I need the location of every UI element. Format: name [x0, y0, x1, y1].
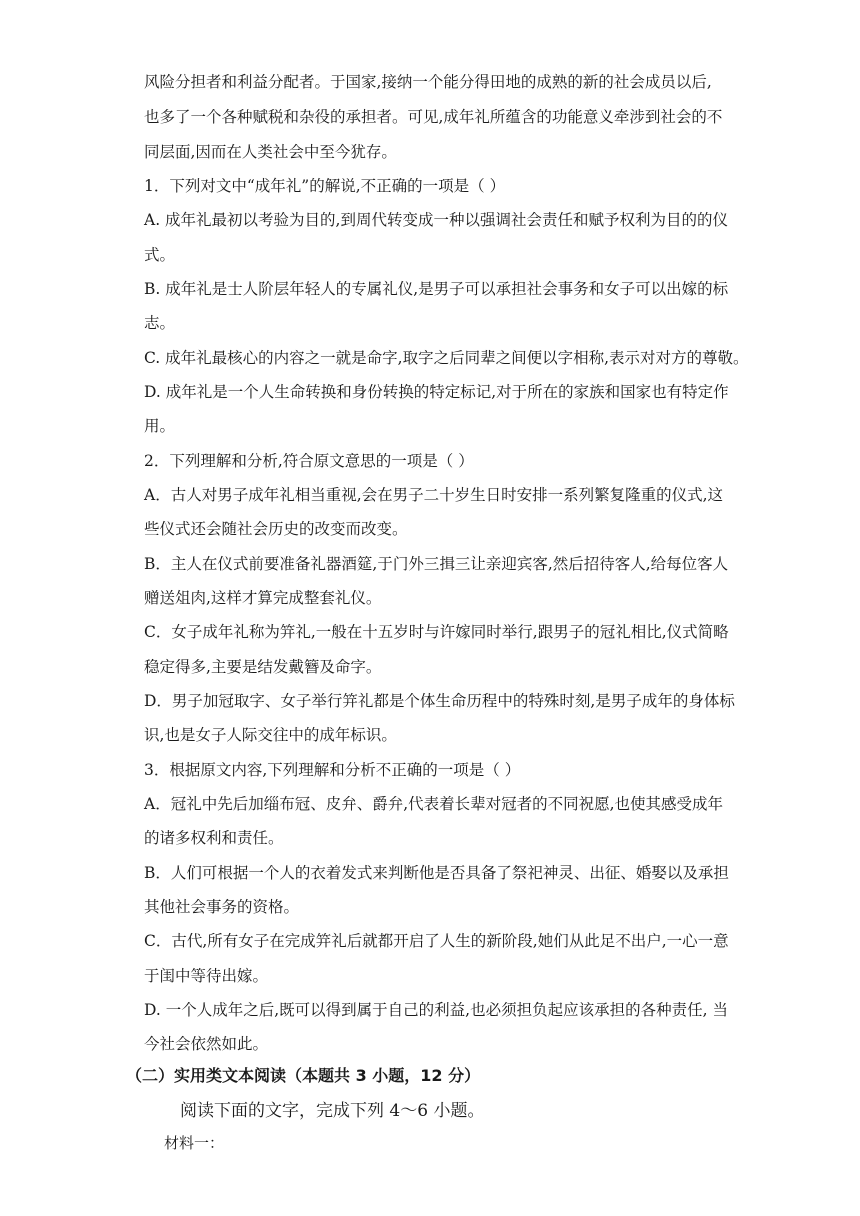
question-3-option-c-cont: 于闺中等待出嫁。	[144, 967, 269, 985]
question-3-option-d-cont: 今社会依然如此。	[144, 1035, 269, 1053]
material-label: 材料一：	[164, 1134, 225, 1152]
question-2-stem: 2．下列理解和分析,符合原文意思的一项是（ ）	[144, 452, 474, 470]
question-1-option-a: A. 成年礼最初以考验为目的,到周代转变成一种以强调社会责任和赋予权利为目的的仪	[144, 211, 728, 229]
question-3-option-a: A．冠礼中先后加缁布冠、皮弁、爵弁,代表着长辈对冠者的不同祝愿,也使其感受成年	[144, 795, 724, 813]
question-2-option-b: B．主人在仪式前要准备礼器酒筵,于门外三揖三让亲迎宾客,然后招待客人,给每位客人	[144, 555, 729, 573]
question-3-option-b-cont: 其他社会事务的资格。	[144, 898, 300, 916]
passage-line: 同层面,因而在人类社会中至今犹存。	[144, 143, 397, 161]
question-2-option-a-cont: 些仪式还会随社会历史的改变而改变。	[144, 520, 408, 538]
question-3-option-b: B．人们可根据一个人的衣着发式来判断他是否具备了祭祀神灵、出征、婚娶以及承担	[144, 864, 729, 882]
question-1-stem: 1．下列对文中“成年礼”的解说,不正确的一项是（ ）	[144, 177, 506, 195]
passage-line: 也多了一个各种赋税和杂役的承担者。可见,成年礼所蕴含的功能意义牵涉到社会的不	[144, 108, 723, 126]
question-1-option-a-cont: 式。	[144, 246, 176, 264]
section-heading: （二）实用类文本阅读（本题共 3 小题，12 分）	[126, 1066, 481, 1085]
question-2-option-d: D．男子加冠取字、女子举行笄礼都是个体生命历程中的特殊时刻,是男子成年的身体标	[144, 692, 735, 710]
question-3-stem: 3．根据原文内容,下列理解和分析不正确的一项是（ ）	[144, 761, 521, 779]
question-2-option-c-cont: 稳定得多,主要是结发戴簪及命字。	[144, 658, 382, 676]
question-2-option-c: C．女子成年礼称为笄礼,一般在十五岁时与许嫁同时举行,跟男子的冠礼相比,仪式简略	[144, 623, 729, 641]
question-2-option-a: A．古人对男子成年礼相当重视,会在男子二十岁生日时安排一系列繁复隆重的仪式,这	[144, 486, 724, 504]
question-2-option-d-cont: 识,也是女子人际交往中的成年标识。	[144, 726, 397, 744]
passage-line: 风险分担者和利益分配者。于国家,接纳一个能分得田地的成熟的新的社会成员以后,	[144, 73, 712, 91]
question-3-option-d: D. 一个人成年之后,既可以得到属于自己的利益,也必须担负起应该承担的各种责任, 当	[144, 1001, 728, 1019]
question-3-option-c: C．古代,所有女子在完成笄礼后就都开启了人生的新阶段,她们从此足不出户,一心一意	[144, 932, 729, 950]
question-1-option-d: D. 成年礼是一个人生命转换和身份转换的特定标记,对于所在的家族和国家也有特定作	[144, 383, 729, 401]
question-1-option-d-cont: 用。	[144, 417, 176, 435]
question-3-option-a-cont: 的诸多权利和责任。	[144, 829, 284, 847]
question-1-option-b-cont: 志。	[144, 314, 176, 332]
section-instruction: 阅读下面的文字，完成下列 4～6 小题。	[180, 1101, 485, 1121]
question-2-option-b-cont: 赠送俎肉,这样才算完成整套礼仪。	[144, 589, 382, 607]
question-1-option-b: B. 成年礼是士人阶层年轻人的专属礼仪,是男子可以承担社会事务和女子可以出嫁的标	[144, 280, 729, 298]
question-1-option-c: C. 成年礼最核心的内容之一就是命字,取字之后同辈之间便以字相称,表示对对方的尊敬。	[144, 349, 749, 367]
